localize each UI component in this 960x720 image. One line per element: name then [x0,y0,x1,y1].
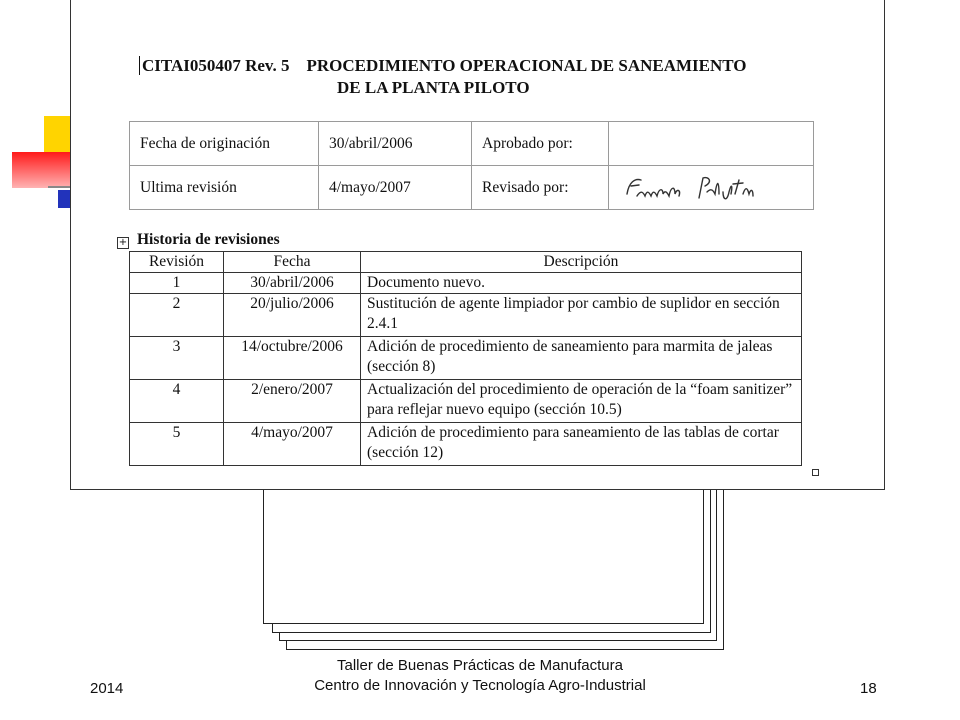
header-row [130,166,814,210]
revision-number: 3 [130,337,224,380]
revision-description: Adición de procedimiento de saneamiento para marmita de jaleas (sección 8) [361,337,802,380]
footer-line2: Centro de Innovación y Tecnología Agro-Industrial [314,677,646,694]
last-revision-date: 4/mayo/2007 [319,166,472,210]
revision-description: Sustitución de agente limpiador por cambio de suplidor en sección 2.4.1 [361,294,802,337]
revision-date: 20/julio/2006 [224,294,361,337]
table-row [130,380,802,423]
revision-date: 14/octubre/2006 [224,337,361,380]
document-code: CITAI050407 Rev. 5 [139,56,290,75]
revision-description: Actualización del procedimiento de operación de la “foam sanitizer” para reflejar nuevo equipo (sección 10.5) [361,380,802,423]
revision-date: 4/mayo/2007 [224,423,361,466]
revision-history-table [129,251,802,466]
revision-number: 2 [130,294,224,337]
approved-by-label: Aprobado por: [472,122,609,166]
revision-number: 5 [130,423,224,466]
revision-description: Adición de procedimiento para saneamiento de las tablas de cortar (sección 12) [361,423,802,466]
revision-date: 30/abril/2006 [224,273,361,294]
footer-year: 2014 [90,680,124,697]
revision-description: Documento nuevo. [361,273,802,294]
revised-by-label: Revisado por: [472,166,609,210]
table-row [130,423,802,466]
date-column-header: Fecha [224,252,361,273]
document-title [139,55,839,99]
revision-date: 2/enero/2007 [224,380,361,423]
header-row [130,122,814,166]
origination-label: Fecha de originación [130,122,319,166]
footer-line1: Taller de Buenas Prácticas de Manufactura [337,657,623,674]
document-title-line2: DE LA PLANTA PILOTO [337,78,530,97]
page-number: 18 [860,680,877,697]
handwritten-signature [619,170,789,206]
resize-handle-icon[interactable] [812,469,819,476]
document-header-table [129,121,814,210]
signature-cell [609,166,814,210]
revision-number: 1 [130,273,224,294]
origination-date: 30/abril/2006 [319,122,472,166]
footer-center [280,656,680,696]
table-row [130,337,802,380]
document-title-line1: PROCEDIMIENTO OPERACIONAL DE SANEAMIENTO [306,56,747,75]
history-title: Historia de revisiones [137,231,280,248]
revision-number: 4 [130,380,224,423]
table-row [130,273,802,294]
document-image [70,0,885,490]
table-move-handle-icon[interactable]: + [118,237,128,248]
description-column-header: Descripción [361,252,802,273]
decorative-red-block [12,152,74,188]
table-row [130,294,802,337]
revision-column-header: Revisión [130,252,224,273]
approved-by-value [609,122,814,166]
last-revision-label: Ultima revisión [130,166,319,210]
revision-header-row [130,252,802,273]
